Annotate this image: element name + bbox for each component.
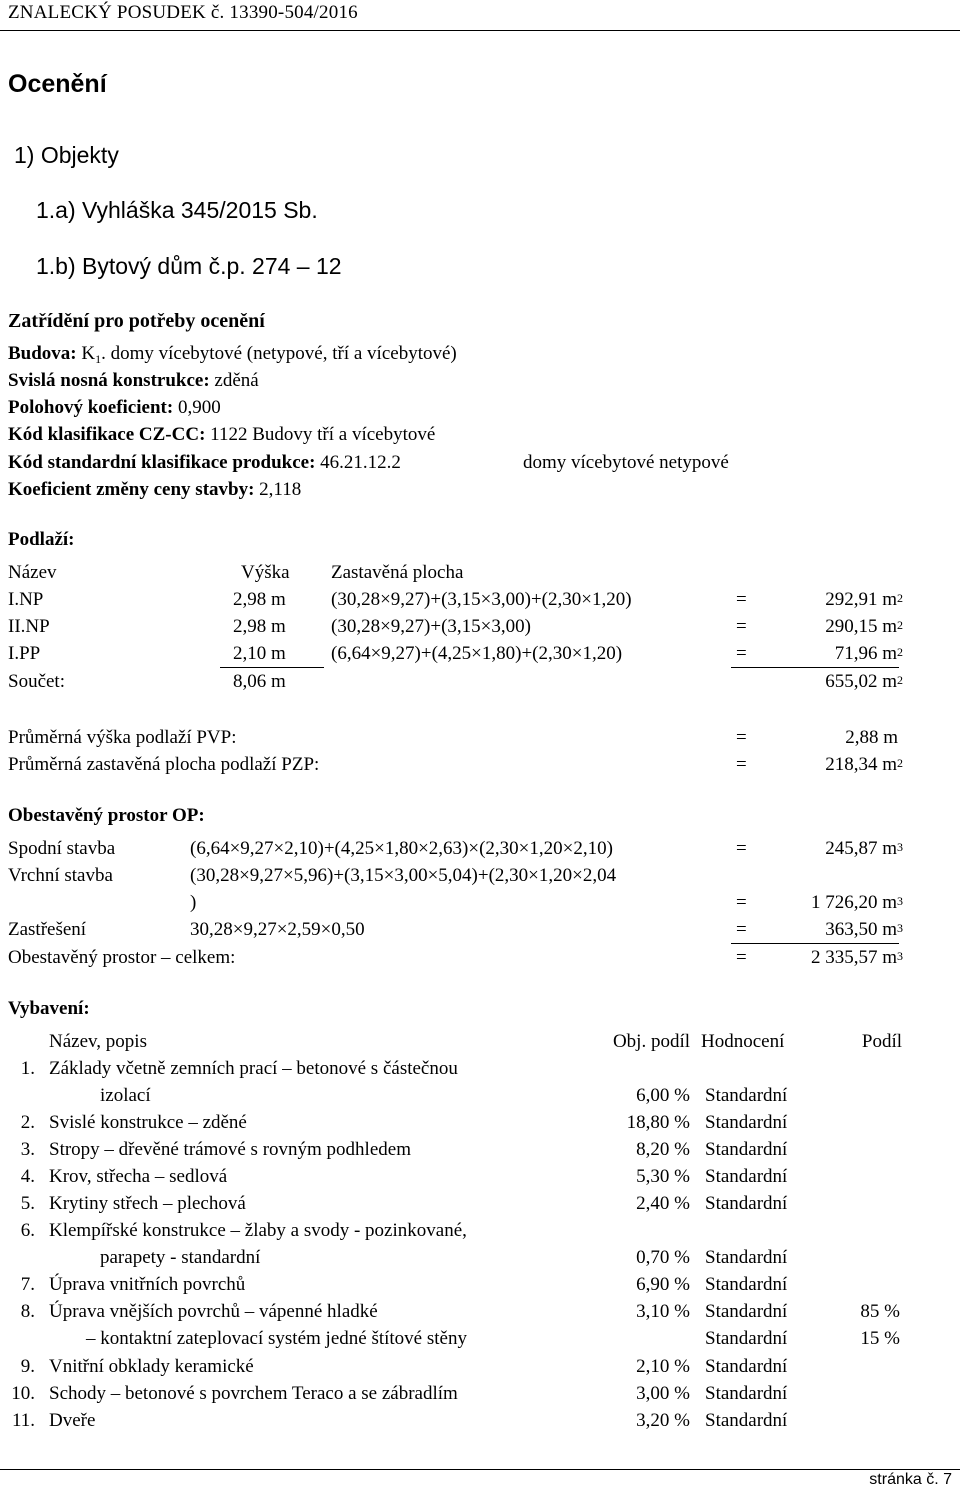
equipment-item-no: 3. <box>20 1139 35 1160</box>
koef-value: 2,118 <box>259 479 302 500</box>
equipment-item-share: 3,10 % <box>636 1301 690 1322</box>
floors-heading: Podlaží: <box>8 529 75 550</box>
equipment-item-text: Stropy – dřevěné trámové s rovným podhledem <box>49 1139 411 1160</box>
kod-value: 1122 Budovy tří a vícebytové <box>210 424 436 445</box>
floor-row-value <box>825 589 903 611</box>
equipment-item-rating: Standardní <box>705 1410 788 1431</box>
equipment-item-text: Základy včetně zemních prací – betonové s částečnou <box>49 1058 458 1079</box>
volume-row-name: Spodní stavba <box>8 838 116 859</box>
equipment-item-share: 2,40 % <box>636 1193 690 1214</box>
objects-sub-a: 1.a) Vyhláška 345/2015 Sb. <box>36 197 318 223</box>
floor-row-eq: = <box>736 616 747 637</box>
volume-row-eq: = <box>736 919 747 940</box>
equipment-item-text: – kontaktní zateplovací systém jedné štítové stěny <box>86 1328 467 1349</box>
floors-col-area: Zastavěná plocha <box>331 562 464 583</box>
floor-row-value <box>835 643 903 665</box>
total-value-exp: 3 <box>897 949 903 963</box>
equipment-item-rating: Standardní <box>705 1139 788 1160</box>
equipment-item-share: 6,00 % <box>636 1085 690 1106</box>
volume-row-formula: (6,64×9,27×2,10)+(4,25×1,80×2,63)×(2,30×1,20×2,10) <box>190 838 613 859</box>
equipment-item-text: Vnitřní obklady keramické <box>49 1356 254 1377</box>
equipment-item-text: Klempířské konstrukce – žlaby a svody - pozinkované, <box>49 1220 467 1241</box>
floor-value-exp: 2 <box>897 618 903 632</box>
equipment-item-no: 9. <box>20 1356 35 1377</box>
equipment-item-share: 3,00 % <box>636 1383 690 1404</box>
volume-row-value <box>825 838 903 860</box>
equipment-item-part: 85 % <box>860 1301 900 1322</box>
header-rule <box>0 30 960 31</box>
volume-row-name: Zastřešení <box>8 919 87 940</box>
svisla-label: Svislá nosná konstrukce: <box>8 370 210 391</box>
floor-row-formula: (6,64×9,27)+(4,25×1,80)+(2,30×1,20) <box>331 643 623 664</box>
equipment-item-no: 10. <box>11 1383 35 1404</box>
equipment-item-share: 0,70 % <box>636 1247 690 1268</box>
floor-row-eq: = <box>736 643 747 664</box>
equipment-item-no: 11. <box>11 1410 35 1431</box>
equipment-item-text-cont: izolací <box>100 1085 151 1106</box>
equipment-item-share: 6,90 % <box>636 1274 690 1295</box>
equipment-col-part: Podíl <box>861 1031 902 1052</box>
volume-total-value <box>811 947 903 969</box>
polohovy-line <box>8 397 221 419</box>
height-sum-rule <box>220 667 324 668</box>
footer-rule <box>0 1469 960 1470</box>
volume-row-formula-cont: ) <box>190 892 197 913</box>
floors-col-height: Výška <box>241 562 290 583</box>
kod-line <box>8 424 435 446</box>
equipment-item-text: Schody – betonové s povrchem Teraco a se zábradlím <box>49 1383 458 1404</box>
volume-value-text: 363,50 m <box>825 919 897 940</box>
pzp-label: Průměrná zastavěná plocha podlaží PZP: <box>8 754 320 775</box>
equipment-item-rating: Standardní <box>705 1301 788 1322</box>
total-value-text: 2 335,57 m <box>810 947 897 968</box>
equipment-item-no: 2. <box>20 1112 35 1133</box>
floor-row-name: I.NP <box>8 589 44 610</box>
volume-value-text: 245,87 m <box>825 838 897 859</box>
floor-row-formula: (30,28×9,27)+(3,15×3,00) <box>331 616 531 637</box>
equipment-item-text: Úprava vnějších povrchů – vápenné hladké <box>49 1301 378 1322</box>
equipment-item-text: Dveře <box>49 1410 96 1431</box>
floor-row-eq: = <box>736 589 747 610</box>
equipment-item-no: 8. <box>20 1301 35 1322</box>
equipment-item-share: 2,10 % <box>636 1356 690 1377</box>
floor-value-text: 290,15 m <box>825 616 897 637</box>
floor-value-exp: 2 <box>897 591 903 605</box>
sum-value-exp: 2 <box>897 673 903 687</box>
floors-col-name: Název <box>8 562 57 583</box>
sum-value-text: 655,02 m <box>825 671 897 692</box>
equipment-col-rating: Hodnocení <box>701 1031 785 1052</box>
floor-row-formula: (30,28×9,27)+(3,15×3,00)+(2,30×1,20) <box>331 589 632 610</box>
equipment-item-text: Krov, střecha – sedlová <box>49 1166 228 1187</box>
equipment-item-part: 15 % <box>860 1328 900 1349</box>
koef-label: Koeficient změny ceny stavby: <box>8 479 255 500</box>
floors-sum-height: 8,06 m <box>233 671 286 692</box>
pzp-value-text: 218,34 m <box>825 754 897 775</box>
volume-row-value <box>811 892 903 914</box>
equipment-item-no: 6. <box>20 1220 35 1241</box>
volume-row-eq: = <box>736 892 747 913</box>
equipment-item-rating: Standardní <box>705 1356 788 1377</box>
equipment-col-name: Název, popis <box>49 1031 147 1052</box>
pzp-eq: = <box>736 754 747 775</box>
equipment-item-rating: Standardní <box>705 1383 788 1404</box>
polohovy-label: Polohový koeficient: <box>8 397 174 418</box>
floors-sum-value <box>825 671 903 693</box>
volume-total-label: Obestavěný prostor – celkem: <box>8 947 236 968</box>
volume-row-eq: = <box>736 838 747 859</box>
pvp-value: 2,88 m <box>845 727 898 748</box>
kod-std-value: 46.21.12.2 <box>320 452 401 473</box>
equipment-item-text: Svislé konstrukce – zděné <box>49 1112 247 1133</box>
equipment-item-share: 8,20 % <box>636 1139 690 1160</box>
floor-value-text: 292,91 m <box>825 589 897 610</box>
floor-value-exp: 2 <box>897 645 903 659</box>
svisla-line <box>8 370 259 392</box>
volume-value-exp: 3 <box>897 894 903 908</box>
volume-value-exp: 3 <box>897 840 903 854</box>
budova-value: . domy vícebytové (netypové, tří a vícebytové) <box>101 343 457 364</box>
pzp-value <box>825 754 903 776</box>
volume-row-formula: (30,28×9,27×5,96)+(3,15×3,00×5,04)+(2,30×1,20×2,04 <box>190 865 617 886</box>
equipment-heading: Vybavení: <box>8 998 90 1019</box>
objects-sub-b: 1.b) Bytový dům č.p. 274 – 12 <box>36 253 342 279</box>
floor-row-height: 2,10 m <box>233 643 286 664</box>
floor-row-name: II.NP <box>8 616 50 637</box>
equipment-item-rating: Standardní <box>705 1085 788 1106</box>
volume-row-name: Vrchní stavba <box>8 865 113 886</box>
equipment-item-share: 18,80 % <box>626 1112 690 1133</box>
pvp-eq: = <box>736 727 747 748</box>
volume-row-value <box>825 919 903 941</box>
equipment-item-rating: Standardní <box>705 1193 788 1214</box>
equipment-item-rating: Standardní <box>705 1166 788 1187</box>
equipment-col-share: Obj. podíl <box>612 1031 690 1052</box>
polohovy-value: 0,900 <box>177 397 221 418</box>
kod-label: Kód klasifikace CZ-CC: <box>8 424 206 445</box>
equipment-item-text: Krytiny střech – plechová <box>49 1193 246 1214</box>
kod-std-text: domy vícebytové netypové <box>523 452 729 473</box>
koef-line <box>8 479 301 501</box>
floor-row-name: I.PP <box>8 643 41 664</box>
floor-row-height: 2,98 m <box>233 589 286 610</box>
equipment-item-text-cont: parapety - standardní <box>100 1247 261 1268</box>
svisla-value: zděná <box>214 370 259 391</box>
equipment-item-no: 1. <box>20 1058 35 1079</box>
floor-value-text: 71,96 m <box>834 643 897 664</box>
volume-sum-rule <box>731 943 899 944</box>
equipment-item-no: 4. <box>20 1166 35 1187</box>
volume-total-eq: = <box>736 947 747 968</box>
volume-value-exp: 3 <box>897 921 903 935</box>
floor-row-height: 2,98 m <box>233 616 286 637</box>
floors-sum-label: Součet: <box>8 671 65 692</box>
budova-sub: 1 <box>95 352 102 366</box>
budova-label: Budova: <box>8 343 77 364</box>
equipment-item-rating: Standardní <box>705 1247 788 1268</box>
pzp-value-exp: 2 <box>897 756 903 770</box>
volume-value-text: 1 726,20 m <box>810 892 897 913</box>
area-sum-rule <box>731 667 899 668</box>
volume-heading: Obestavěný prostor OP: <box>8 805 205 826</box>
budova-line <box>8 343 457 365</box>
kod-std-line <box>8 452 401 474</box>
floor-row-value <box>825 616 903 638</box>
document-header: ZNALECKÝ POSUDEK č. 13390-504/2016 <box>8 2 358 23</box>
equipment-item-no: 7. <box>20 1274 35 1295</box>
equipment-item-no: 5. <box>20 1193 35 1214</box>
classification-heading: Zatřídění pro potřeby ocenění <box>8 310 265 332</box>
kod-std-label: Kód standardní klasifikace produkce: <box>8 452 316 473</box>
volume-row-formula: 30,28×9,27×2,59×0,50 <box>190 919 365 940</box>
equipment-item-share: 3,20 % <box>636 1410 690 1431</box>
equipment-item-rating: Standardní <box>705 1274 788 1295</box>
pvp-label: Průměrná výška podlaží PVP: <box>8 727 237 748</box>
objects-heading: 1) Objekty <box>14 142 119 168</box>
equipment-item-share: 5,30 % <box>636 1166 690 1187</box>
equipment-item-rating: Standardní <box>705 1112 788 1133</box>
page-number: stránka č. 7 <box>869 1471 952 1488</box>
section-title: Ocenění <box>8 70 107 98</box>
equipment-item-rating: Standardní <box>705 1328 788 1349</box>
equipment-item-text: Úprava vnitřních povrchů <box>49 1274 246 1295</box>
budova-code: K <box>81 343 96 364</box>
